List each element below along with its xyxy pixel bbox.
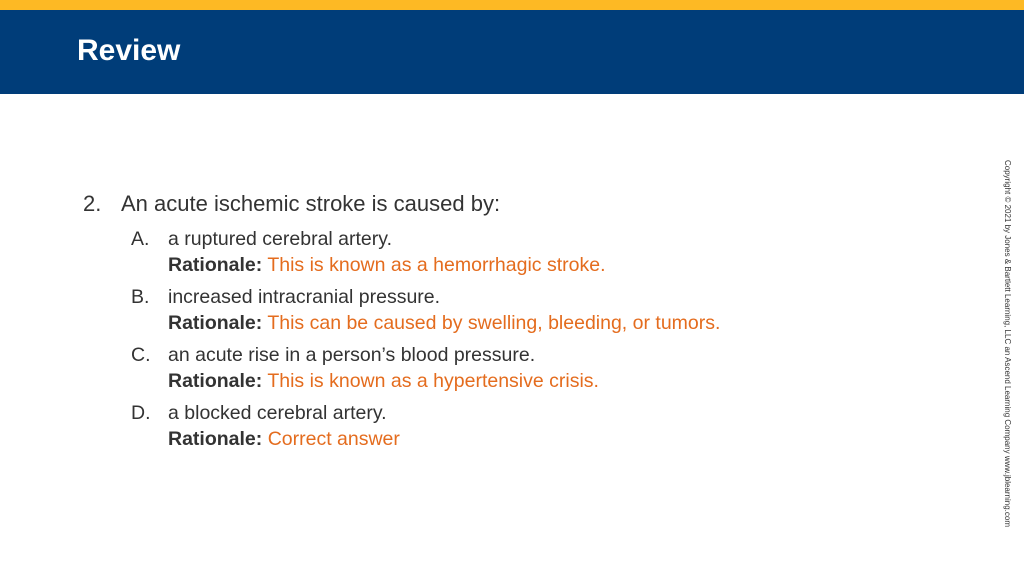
option-a xyxy=(131,226,720,278)
rationale-line xyxy=(168,252,720,278)
option-text: increased intracranial pressure. xyxy=(168,286,441,308)
rationale-text: This can be caused by swelling, bleeding, or tumors. xyxy=(267,312,721,334)
option-letter: C. xyxy=(131,344,151,366)
option-letter: B. xyxy=(131,286,150,308)
slide-title: Review xyxy=(77,34,181,67)
option-text: a blocked cerebral artery. xyxy=(168,402,387,424)
rationale-line xyxy=(168,368,720,394)
top-accent-stripe xyxy=(0,0,1024,10)
rationale-text: Correct answer xyxy=(267,428,400,450)
option-letter: D. xyxy=(131,402,151,424)
option-c xyxy=(131,342,720,394)
rationale-label: Rationale: xyxy=(168,254,263,276)
rationale-label: Rationale: xyxy=(168,370,263,392)
option-text: an acute rise in a person’s blood pressure. xyxy=(168,344,536,366)
rationale-line xyxy=(168,310,720,336)
option-text: a ruptured cerebral artery. xyxy=(168,228,392,250)
rationale-text: This is known as a hemorrhagic stroke. xyxy=(267,254,606,276)
question-number: 2. xyxy=(83,191,102,216)
answer-options-list xyxy=(131,226,720,458)
question xyxy=(83,190,500,218)
rationale-label: Rationale: xyxy=(168,428,263,450)
option-d xyxy=(131,400,720,452)
option-b xyxy=(131,284,720,336)
rationale-text: This is known as a hypertensive crisis. xyxy=(267,370,599,392)
rationale-label: Rationale: xyxy=(168,312,263,334)
option-letter: A. xyxy=(131,228,150,250)
rationale-line xyxy=(168,426,720,452)
question-text: An acute ischemic stroke is caused by: xyxy=(121,191,501,216)
copyright-notice: Copyright © 2021 by Jones & Bartlett Learning, LLC an Ascend Learning Company www.jblearning.com xyxy=(1003,160,1012,527)
